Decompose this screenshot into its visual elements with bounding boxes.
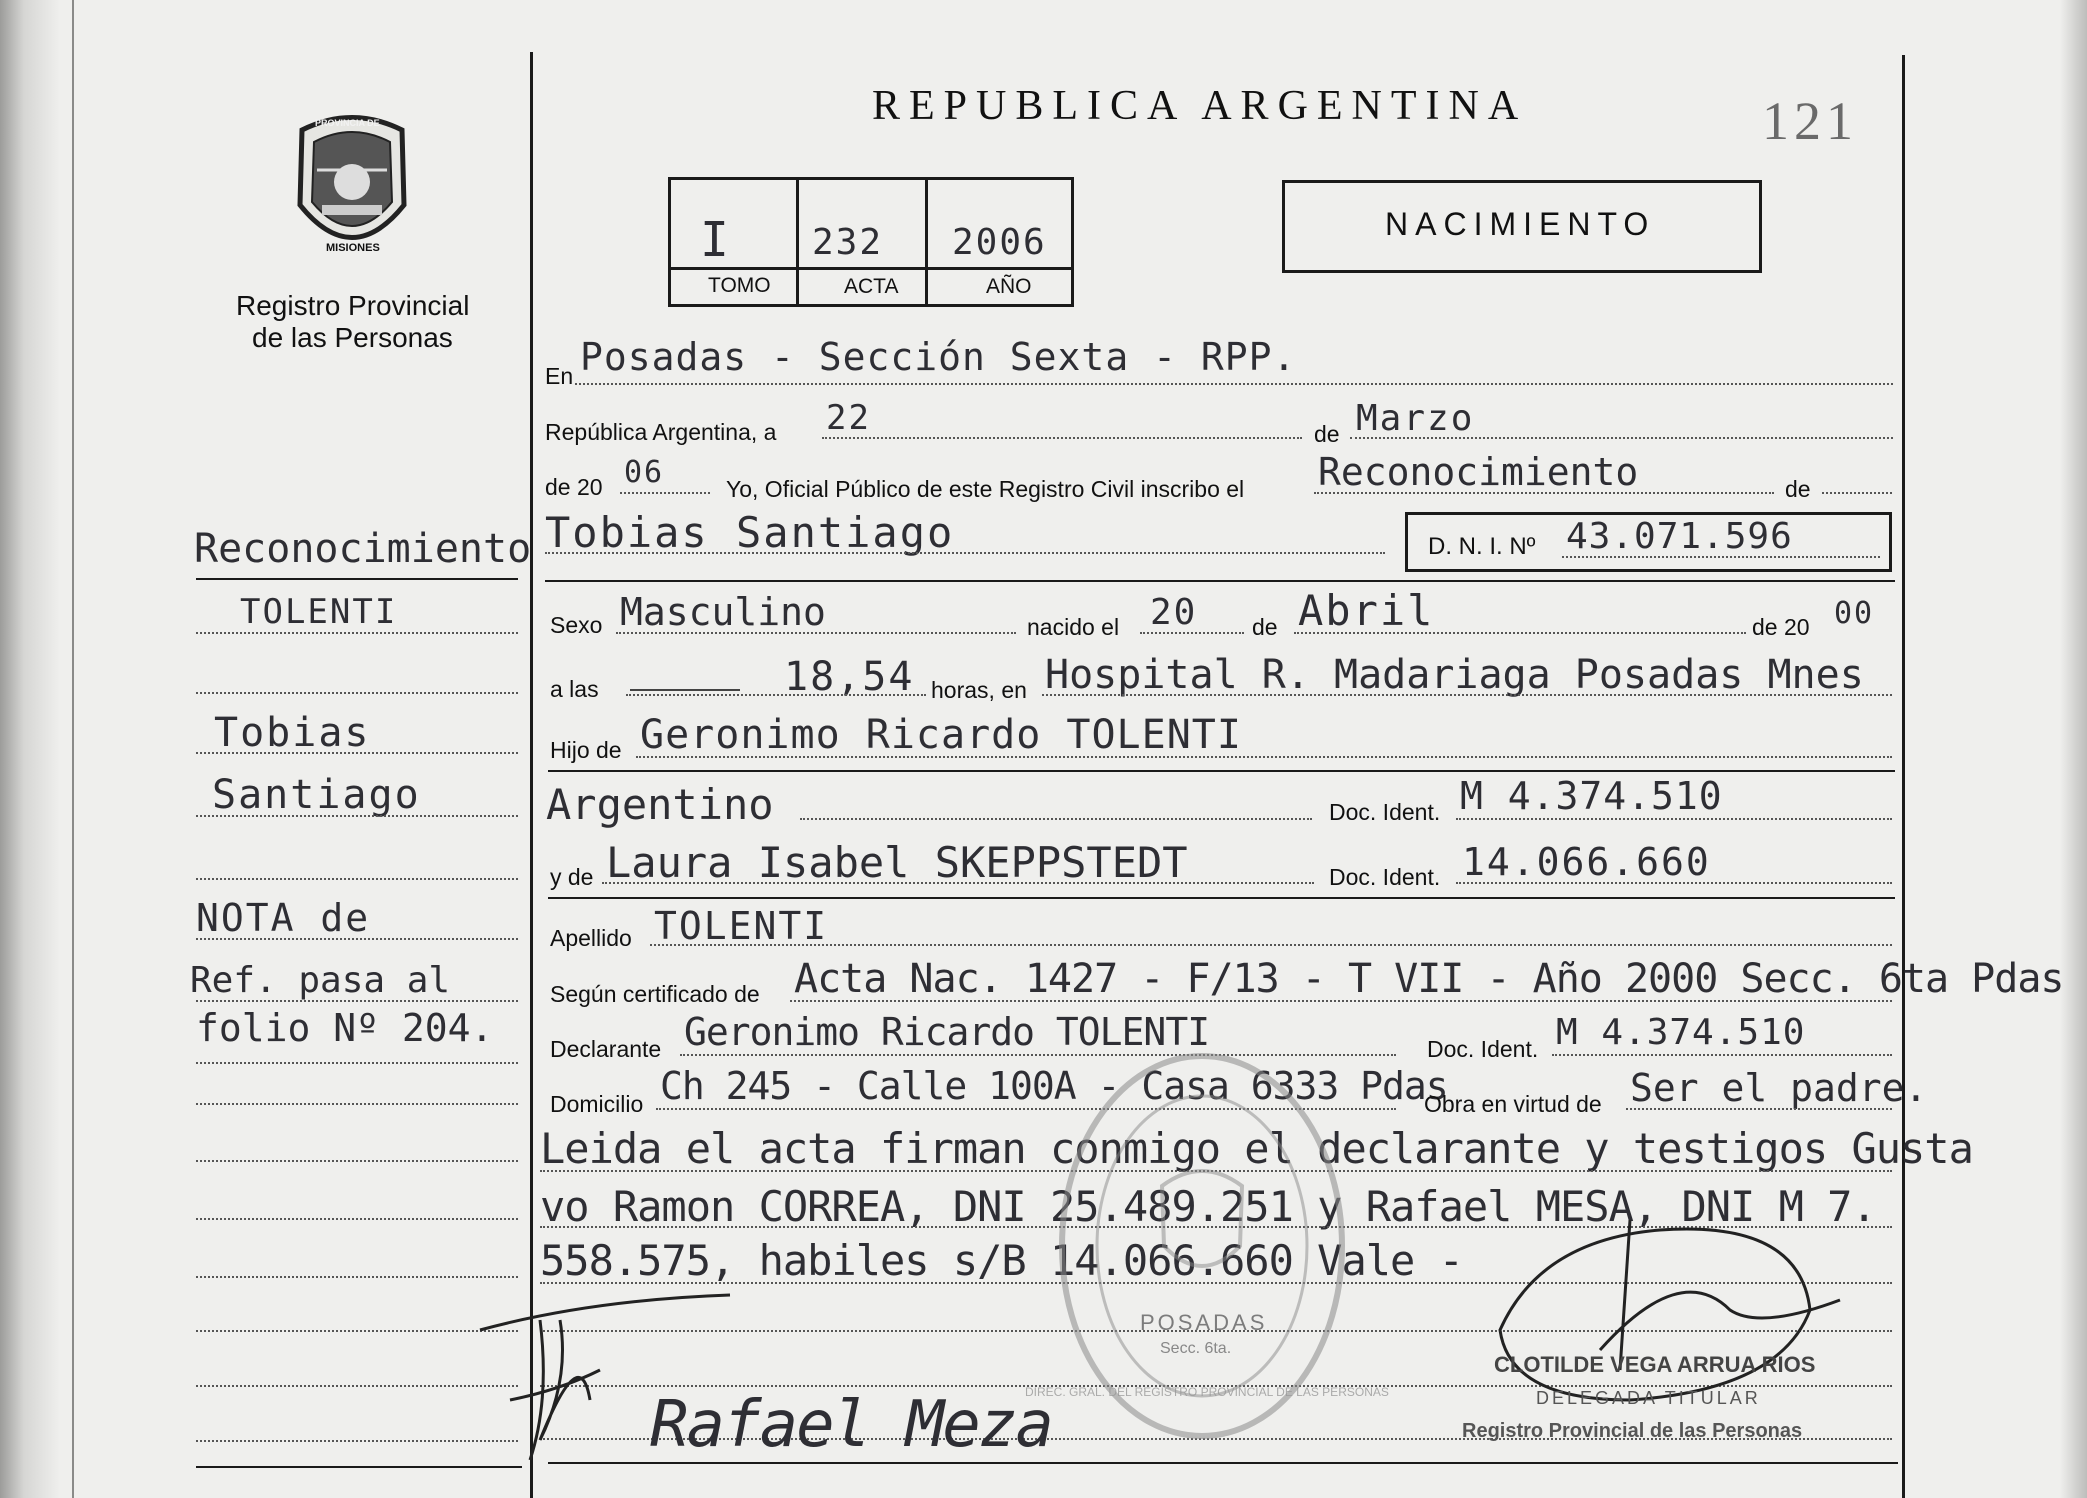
label-republica: República Argentina, a <box>545 419 777 445</box>
anio-value: 2006 <box>952 222 1047 263</box>
right-edge-shadow <box>2060 0 2087 1498</box>
value-dni: 43.071.596 <box>1566 516 1793 557</box>
anio-label: AÑO <box>986 275 1032 298</box>
value-month: Marzo <box>1356 398 1475 439</box>
line-month <box>1350 437 1893 439</box>
free-text-line3: 558.575, habiles s/B 14.066.660 Vale - <box>540 1236 1463 1285</box>
seal-text-top: PROVINCIA DE <box>315 118 380 128</box>
line-nationality <box>800 818 1312 820</box>
value-father-doc: M 4.374.510 <box>1460 774 1723 818</box>
margin-note3: folio Nº 204. <box>196 1006 494 1050</box>
line-hour <box>626 694 926 696</box>
value-domicilio: Ch 245 - Calle 100A - Casa 6333 Pdas <box>660 1064 1448 1108</box>
official-org: Registro Provincial de las Personas <box>1462 1420 1803 1442</box>
margin-line <box>196 878 518 880</box>
value-birthplace: Hospital R. Madariaga Posadas Mnes <box>1045 652 1864 698</box>
line-place <box>575 383 1893 385</box>
registry-name-line2: de las Personas <box>252 322 453 353</box>
line-name <box>545 552 1385 554</box>
stamp-ring: DIREC. GRAL. DEL REGISTRO PROVINCIAL DE LAS PERSONAS <box>1025 1385 1389 1399</box>
box-divider-2 <box>925 177 928 307</box>
tomo-label: TOMO <box>708 274 771 297</box>
label-alas: a las <box>550 676 599 702</box>
value-mother: Laura Isabel SKEPPSTEDT <box>606 838 1188 887</box>
acta-value: 232 <box>812 222 884 263</box>
value-bmonth: Abril <box>1298 586 1435 635</box>
line-sexo <box>616 632 1016 634</box>
page-number: 121 <box>1762 91 1858 151</box>
act-type: NACIMIENTO <box>1385 206 1656 242</box>
line-mother <box>602 882 1314 884</box>
label-declarante: Declarante <box>550 1036 662 1062</box>
line-day <box>822 437 1302 439</box>
margin-line <box>196 1276 518 1278</box>
value-apellido: TOLENTI <box>654 904 829 948</box>
value-father-nationality: Argentino <box>546 780 774 829</box>
label-de20: de 20 <box>545 474 603 500</box>
binding-line <box>72 0 74 1498</box>
value-day: 22 <box>826 398 871 438</box>
line-de-2 <box>1822 492 1892 494</box>
label-de-2: de <box>1785 476 1811 502</box>
value-mother-doc: 14.066.660 <box>1462 840 1711 884</box>
margin-line <box>196 1062 518 1064</box>
section-rule-3 <box>548 897 1895 899</box>
margin-line <box>196 1218 518 1220</box>
label-dni: D. N. I. Nº <box>1428 533 1536 560</box>
label-segun: Según certificado de <box>550 981 760 1007</box>
margin-line <box>196 1160 518 1162</box>
label-domicilio: Domicilio <box>550 1091 644 1117</box>
line-inscribe <box>1314 492 1774 494</box>
label-docident-3: Doc. Ident. <box>1427 1036 1539 1062</box>
label-de20b: de 20 <box>1752 614 1810 640</box>
label-docident-1: Doc. Ident. <box>1329 799 1441 825</box>
line-father <box>636 756 1892 758</box>
margin-line <box>196 1000 518 1002</box>
value-declarante: Geronimo Ricardo TOLENTI <box>684 1010 1210 1054</box>
label-horas: horas, en <box>931 677 1027 703</box>
value-hour: 18,54 <box>784 654 915 700</box>
line-bmonth <box>1294 632 1746 634</box>
stamp-section: Secc. 6ta. <box>1160 1340 1232 1357</box>
margin-underline <box>196 578 518 580</box>
label-de-1: de <box>1314 421 1340 447</box>
official-title: DELEGADA TITULAR <box>1536 1388 1761 1408</box>
value-certificate: Acta Nac. 1427 - F/13 - T VII - Año 2000 Secc. 6ta Pdas <box>794 956 2064 1002</box>
margin-line <box>196 938 518 940</box>
section-rule-1 <box>545 580 1895 582</box>
line-obra <box>1626 1108 1892 1110</box>
line-bday <box>1140 632 1244 634</box>
value-bday: 20 <box>1150 592 1198 633</box>
margin-note2: Ref. pasa al <box>190 960 451 1001</box>
value-name: Tobias Santiago <box>545 508 955 557</box>
official-signature-icon <box>1480 1200 1870 1420</box>
margin-given2: Santiago <box>212 772 421 818</box>
value-obra: Ser el padre. <box>1630 1066 1928 1110</box>
margin-line <box>196 1103 518 1105</box>
margin-note1: NOTA de <box>196 896 371 940</box>
margin-given1: Tobias <box>214 710 371 756</box>
value-father: Geronimo Ricardo TOLENTI <box>640 712 1242 758</box>
line-declarante-doc <box>1552 1054 1892 1056</box>
acta-label: ACTA <box>844 275 899 298</box>
line-year <box>620 492 710 494</box>
binding-shadow <box>0 0 60 1498</box>
value-sexo: Masculino <box>620 590 826 634</box>
section-rule-2 <box>548 770 1895 772</box>
margin-line <box>196 632 518 634</box>
value-inscribe: Reconocimiento <box>1318 450 1639 494</box>
label-obra: Obra en virtud de <box>1424 1091 1602 1117</box>
value-place: Posadas - Sección Sexta - RPP. <box>580 335 1297 379</box>
country-title: REPUBLICA ARGENTINA <box>872 83 1528 129</box>
margin-line <box>196 815 518 817</box>
free-text-line1: Leida el acta firman conmigo el declarante y testigos Gusta <box>540 1124 1973 1173</box>
line-mother-doc <box>1456 882 1892 884</box>
line-father-doc <box>1456 818 1892 820</box>
margin-title: Reconocimiento <box>194 526 532 572</box>
label-sexo: Sexo <box>550 612 603 638</box>
margin-surname: TOLENTI <box>240 592 398 632</box>
margin-line <box>196 752 518 754</box>
witness-signature: Rafael Meza <box>650 1388 1052 1462</box>
label-apellido: Apellido <box>550 925 632 951</box>
stamp-city: POSADAS <box>1140 1310 1268 1335</box>
label-yde: y de <box>550 864 594 890</box>
tomo-value: I <box>700 212 731 268</box>
box-divider-1 <box>796 177 799 307</box>
value-declarante-doc: M 4.374.510 <box>1556 1012 1806 1053</box>
line-certificate <box>790 1000 1892 1002</box>
label-en: En <box>545 363 574 389</box>
value-byear: 00 <box>1834 596 1875 631</box>
label-yo: Yo, Oficial Público de este Registro Civil inscribo el <box>726 476 1245 502</box>
line-birthplace <box>1042 694 1892 696</box>
line-dash <box>630 689 740 691</box>
label-nacido: nacido el <box>1027 614 1120 640</box>
seal-text-bottom: MISIONES <box>326 242 380 254</box>
official-name: CLOTILDE VEGA ARRUA RIOS <box>1494 1352 1816 1377</box>
free-text-line2: vo Ramon CORREA, DNI 25.489.251 y Rafael MESA, DNI M 7. <box>540 1182 1876 1231</box>
margin-line <box>196 692 518 694</box>
line-apellido <box>650 944 1892 946</box>
label-hijo: Hijo de <box>550 737 622 763</box>
line-dni <box>1562 556 1880 558</box>
right-border-line <box>1902 55 1905 1498</box>
registry-name-line1: Registro Provincial <box>236 290 470 321</box>
value-year: 06 <box>624 455 665 490</box>
label-de-3: de <box>1252 614 1278 640</box>
label-docident-2: Doc. Ident. <box>1329 864 1441 890</box>
